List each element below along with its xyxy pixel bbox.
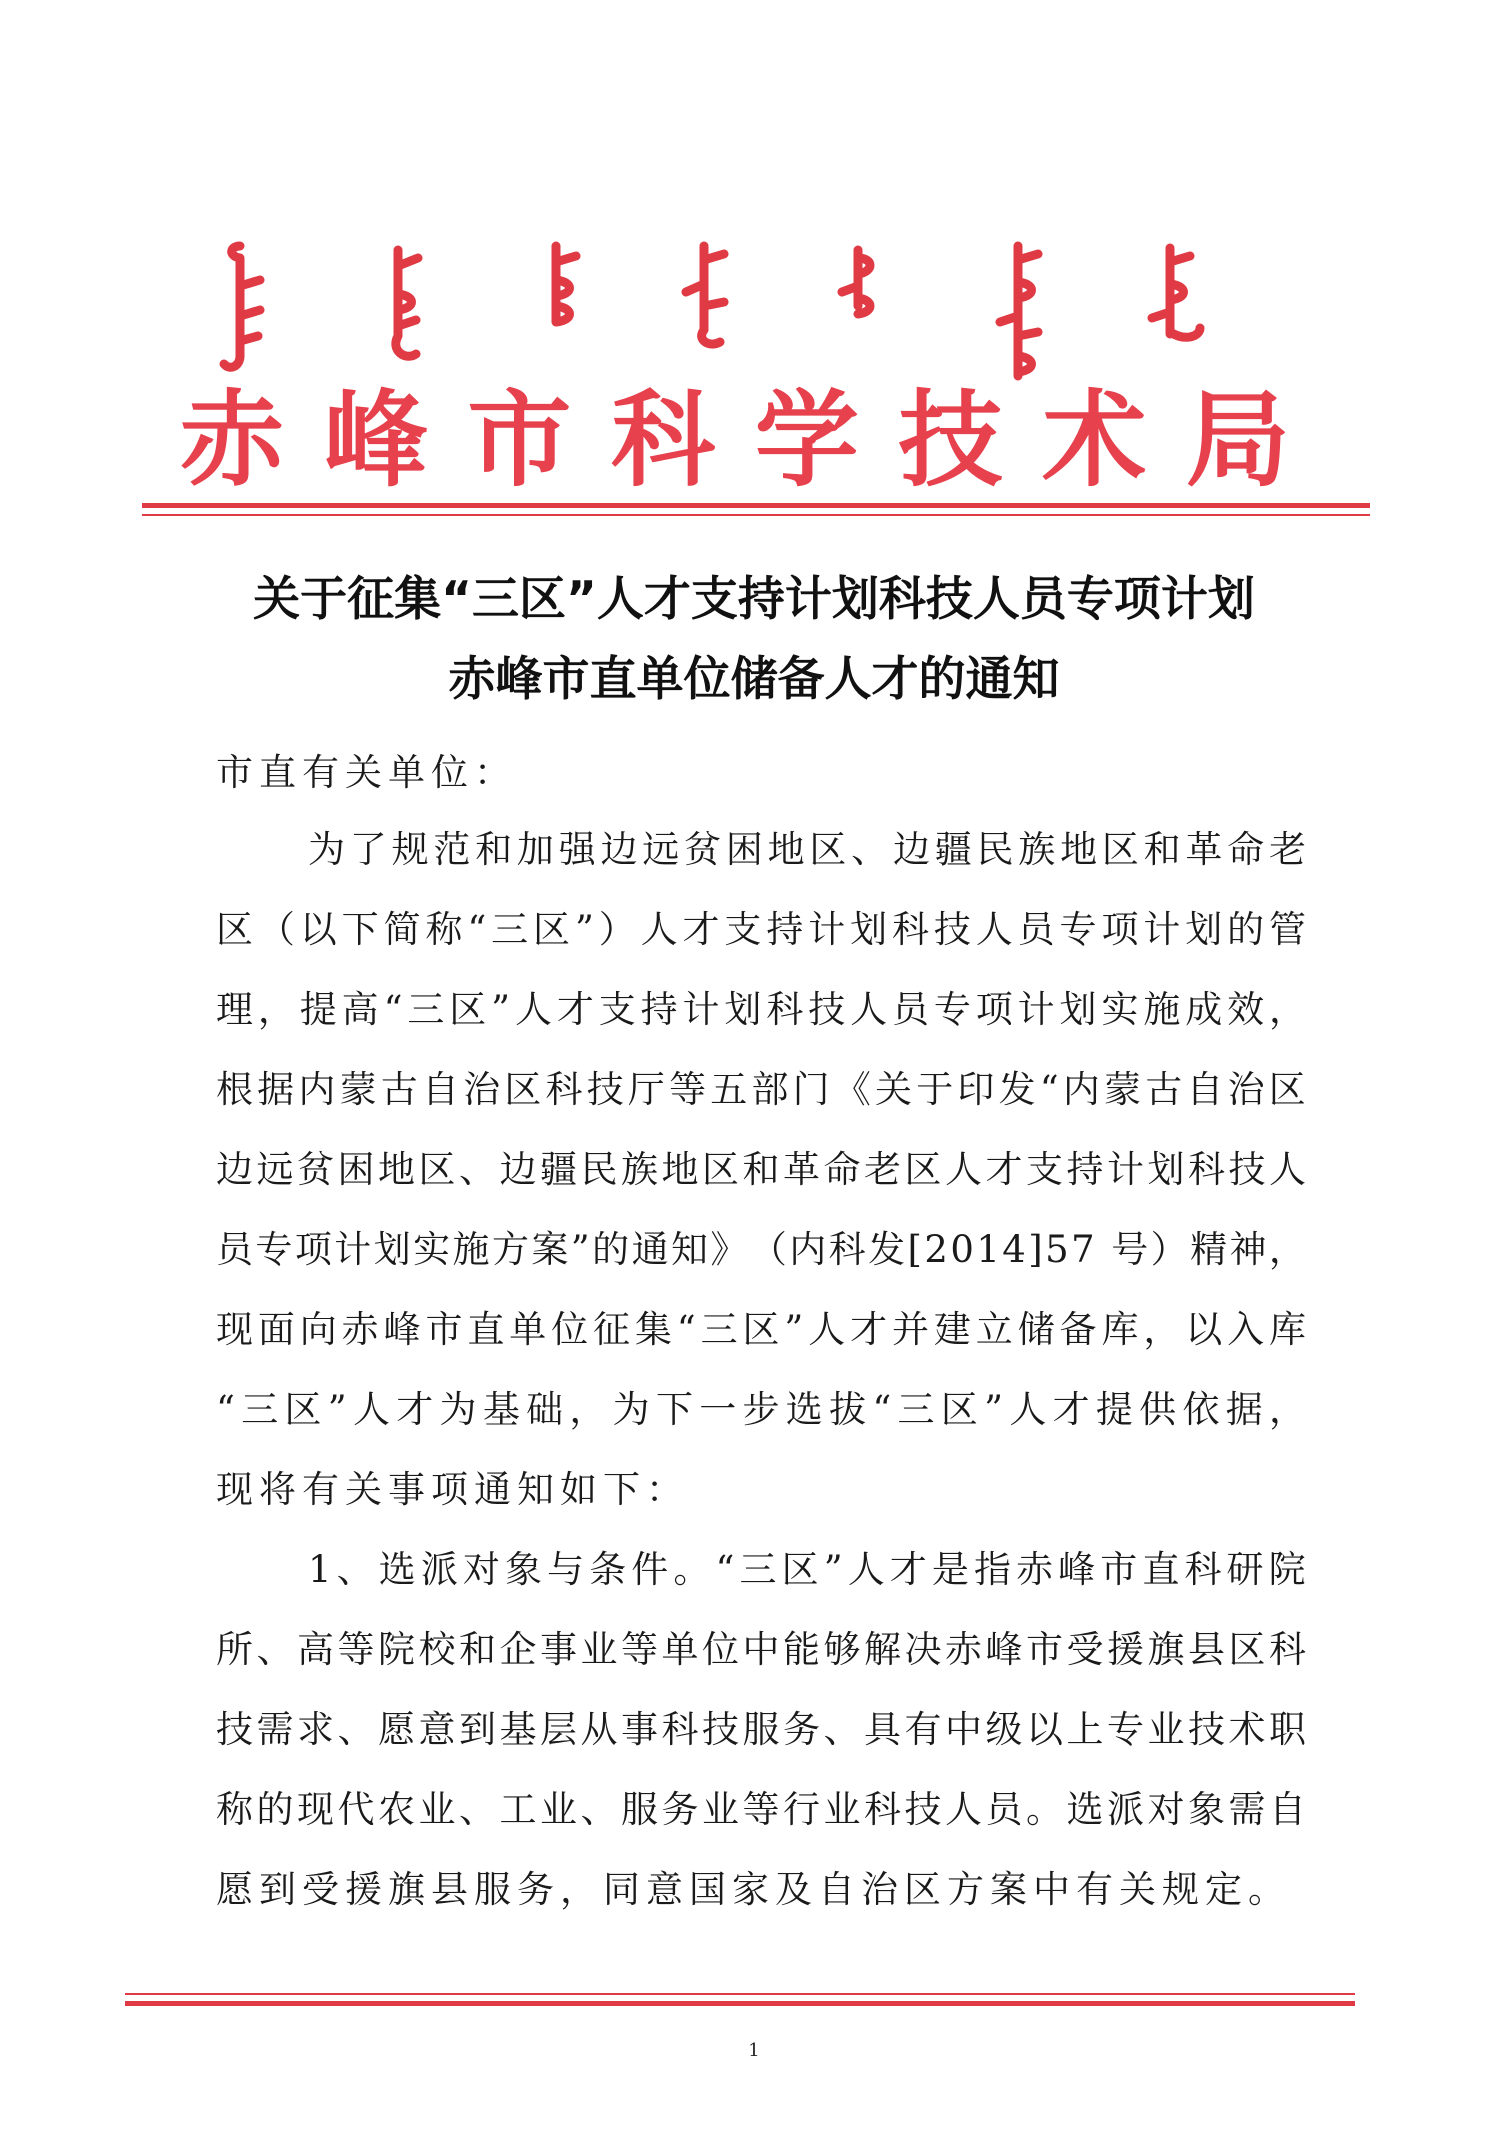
letterhead-divider-thick	[142, 503, 1370, 508]
paragraph-line: 现 面 向 赤 峰 市 直 单 位 征 集 “ 三 区 ” 人 才 并 建 立 储 备 库 ， 以 入 库	[216, 1308, 1306, 1351]
org-name-char: 科	[611, 378, 716, 501]
org-name-char: 术	[1042, 378, 1147, 501]
letterhead-divider-thin	[142, 514, 1370, 516]
paragraph-line: 1 、 选 派 对 象 与 条 件 。 “ 三 区 ” 人 才 是 指 赤 峰 市 直 科 研 院	[308, 1548, 1306, 1591]
title-line-1: 关于征集“三区”人才支持计划科技人员专项计划	[253, 572, 1255, 627]
salutation: 市直有关单位：	[216, 751, 517, 794]
paragraph-line: 所 、 高 等 院 校 和 企 事 业 等 单 位 中 能 够 解 决 赤 峰 市 受 援 旗 县 区 科	[216, 1628, 1306, 1671]
title-line-2: 赤峰市直单位储备人才的通知	[448, 652, 1060, 707]
footer-divider-thin	[125, 1993, 1355, 1995]
mongolian-script-logo	[210, 236, 1250, 386]
paragraph-2	[216, 1530, 1306, 1930]
paragraph-line: 现将有关事项通知如下：	[216, 1468, 689, 1511]
org-name	[180, 378, 1290, 501]
paragraph-line: 愿到受援旗县服务，同意国家及自治区方案中有关规定。	[216, 1868, 1291, 1911]
org-name-char: 局	[1185, 378, 1290, 501]
org-name-char: 学	[754, 378, 859, 501]
paragraph-line: 根 据 内 蒙 古 自 治 区 科 技 厅 等 五 部 门 《 关 于 印 发 “ 内 蒙 古 自 治 区	[216, 1068, 1306, 1111]
paragraph-line: 员 专 项 计 划 实 施 方 案 ” 的 通 知 》 （ 内 科 发 [ 2 0 1 4 ] 5 7 号 ） 精 神 ，	[216, 1228, 1306, 1271]
footer-divider-thick	[125, 2001, 1355, 2006]
paragraph-line: 技 需 求 、 愿 意 到 基 层 从 事 科 技 服 务 、 具 有 中 级 以 上 专 业 技 术 职	[216, 1708, 1306, 1751]
paragraph-line: 区 （ 以 下 简 称 “ 三 区 ” ） 人 才 支 持 计 划 科 技 人 员 专 项 计 划 的 管	[216, 908, 1306, 951]
paragraph-line: 称 的 现 代 农 业 、 工 业 、 服 务 业 等 行 业 科 技 人 员 。 选 派 对 象 需 自	[216, 1788, 1306, 1831]
paragraph-line: 边 远 贫 困 地 区 、 边 疆 民 族 地 区 和 革 命 老 区 人 才 支 持 计 划 科 技 人	[216, 1148, 1306, 1191]
org-name-char: 赤	[180, 378, 285, 501]
org-name-char: 市	[467, 378, 572, 501]
paragraph-1	[216, 810, 1306, 1530]
mongolian-script-icon	[210, 236, 1250, 386]
page-number: 1	[748, 2040, 760, 2061]
document-title	[160, 560, 1348, 720]
paragraph-line: 理 ， 提 高 “ 三 区 ” 人 才 支 持 计 划 科 技 人 员 专 项 计 划 实 施 成 效 ，	[216, 988, 1306, 1031]
paragraph-line: 为 了 规 范 和 加 强 边 远 贫 困 地 区 、 边 疆 民 族 地 区 和 革 命 老	[308, 828, 1306, 871]
paragraph-line: “ 三 区 ” 人 才 为 基 础 ， 为 下 一 步 选 拔 “ 三 区 ” 人 才 提 供 依 据 ，	[216, 1388, 1306, 1431]
org-name-char: 峰	[323, 378, 428, 501]
org-name-char: 技	[898, 378, 1003, 501]
